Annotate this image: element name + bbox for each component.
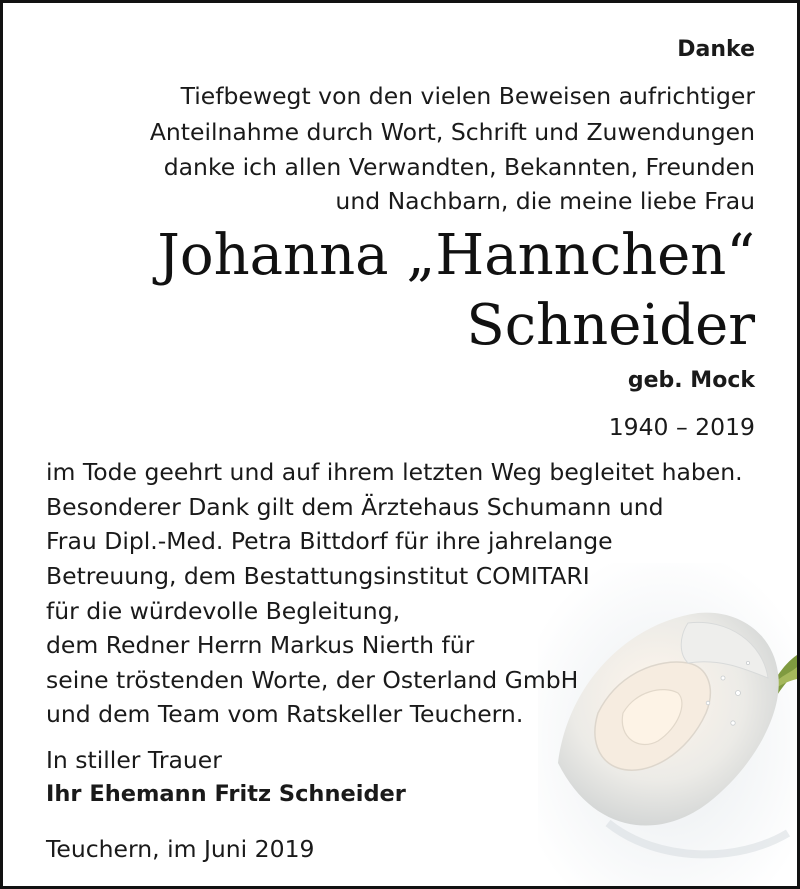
intro-line: Anteilnahme durch Wort, Schrift und Zuwendungen (149, 118, 755, 146)
maiden-name: geb. Mock (627, 368, 755, 393)
body-line: Besonderer Dank gilt dem Ärztehaus Schumann und (46, 493, 664, 521)
body-line: seine tröstenden Worte, der Osterland GmbH (46, 666, 579, 694)
body-line: und dem Team vom Ratskeller Teuchern. (46, 700, 524, 728)
body-line: für die würdevolle Begleitung, (46, 597, 401, 625)
life-dates: 1940 – 2019 (608, 413, 755, 441)
mourning-line: In stiller Trauer (46, 746, 222, 774)
deceased-name-first: Johanna „Hannchen“ (157, 223, 755, 288)
white-rose-image (538, 563, 797, 886)
intro-line: Tiefbewegt von den vielen Beweisen aufrichtiger (180, 82, 755, 110)
intro-line: und Nachbarn, die meine liebe Frau (335, 187, 755, 215)
heading-danke: Danke (677, 37, 755, 62)
body-line: im Tode geehrt und auf ihrem letzten Weg begleitet haben. (46, 458, 743, 486)
deceased-name-surname: Schneider (466, 293, 755, 358)
body-line: Frau Dipl.-Med. Petra Bittdorf für ihre jahrelange (46, 527, 613, 555)
body-line: Betreuung, dem Bestattungsinstitut COMITARI (46, 562, 590, 590)
signature: Ihr Ehemann Fritz Schneider (46, 781, 406, 807)
place-date: Teuchern, im Juni 2019 (46, 835, 315, 863)
body-line: dem Redner Herrn Markus Nierth für (46, 631, 475, 659)
intro-line: danke ich allen Verwandten, Bekannten, Freunden (163, 153, 755, 181)
